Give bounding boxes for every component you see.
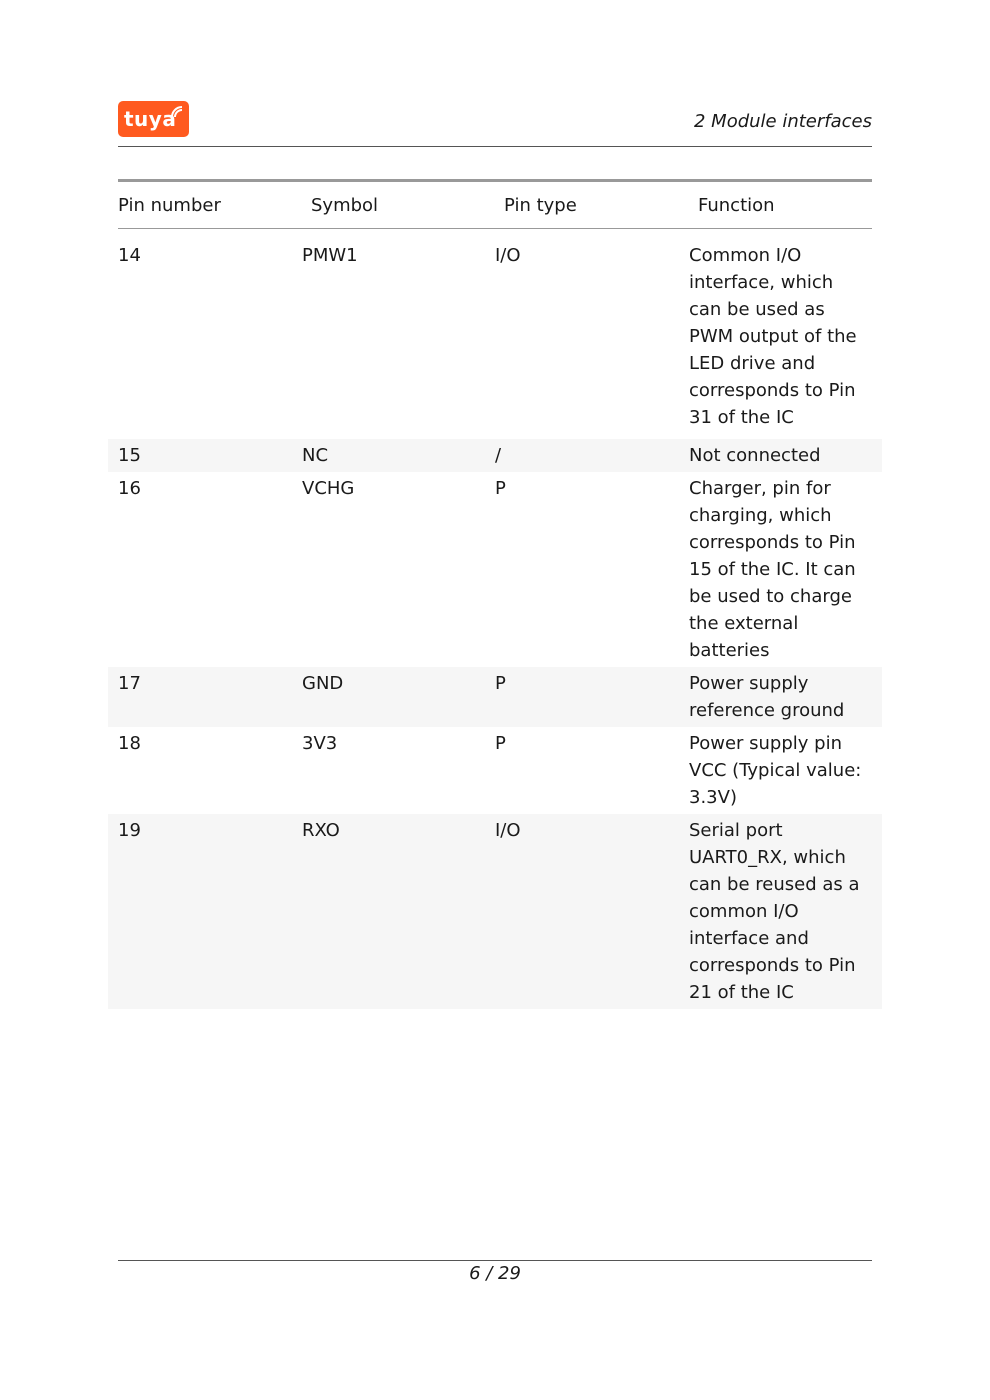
pin-number-cell: 17	[118, 673, 141, 694]
table-row	[108, 727, 882, 814]
table-row	[108, 472, 882, 667]
pin-type-cell: I/O	[495, 245, 521, 266]
pin-table	[108, 179, 882, 1009]
symbol-cell: RXO	[302, 820, 340, 841]
column-header-pin-number: Pin number	[118, 194, 221, 216]
pin-number-cell: 16	[118, 478, 141, 499]
pin-number-cell: 14	[118, 245, 141, 266]
function-cell: Power supply pin VCC (Typical value: 3.3V)	[689, 733, 862, 808]
page-header	[118, 100, 872, 147]
table-row	[108, 229, 882, 439]
column-header-function: Function	[698, 194, 775, 216]
tuya-logo	[118, 101, 189, 137]
pin-type-cell: P	[495, 673, 506, 694]
pin-number-cell: 18	[118, 733, 141, 754]
pin-number-cell: 19	[118, 820, 141, 841]
symbol-cell: PMW1	[302, 245, 358, 266]
pin-type-cell: I/O	[495, 820, 521, 841]
table-header-row	[118, 182, 872, 229]
column-header-pin-type: Pin type	[504, 194, 577, 216]
table-row	[108, 667, 882, 727]
table-row	[108, 439, 882, 472]
function-cell: Charger, pin for charging, which corresponds to Pin 15 of the IC. It can be used to charge the external batteries	[689, 478, 856, 661]
page-footer	[118, 1260, 872, 1284]
symbol-cell: GND	[302, 673, 344, 694]
pin-type-cell: P	[495, 733, 506, 754]
function-cell: Common I/O interface, which can be used as PWM output of the LED drive and corresponds to Pin 31 of the IC	[689, 245, 857, 428]
logo-text: tuya	[124, 107, 177, 131]
function-cell: Serial port UART0_RX, which can be reused as a common I/O interface and corresponds to Pin 21 of the IC	[689, 820, 860, 1003]
function-cell: Not connected	[689, 445, 821, 466]
pin-type-cell: /	[495, 445, 502, 466]
function-cell: Power supply reference ground	[689, 673, 845, 721]
page-number: 6 / 29	[469, 1263, 521, 1284]
symbol-cell: NC	[302, 445, 329, 466]
pin-number-cell: 15	[118, 445, 141, 466]
symbol-cell: 3V3	[302, 733, 338, 754]
section-title: 2 Module interfaces	[693, 111, 872, 132]
symbol-cell: VCHG	[302, 478, 355, 499]
table-row	[108, 814, 882, 1009]
wifi-signal-icon	[170, 105, 184, 119]
column-header-symbol: Symbol	[311, 194, 379, 216]
pin-type-cell: P	[495, 478, 506, 499]
